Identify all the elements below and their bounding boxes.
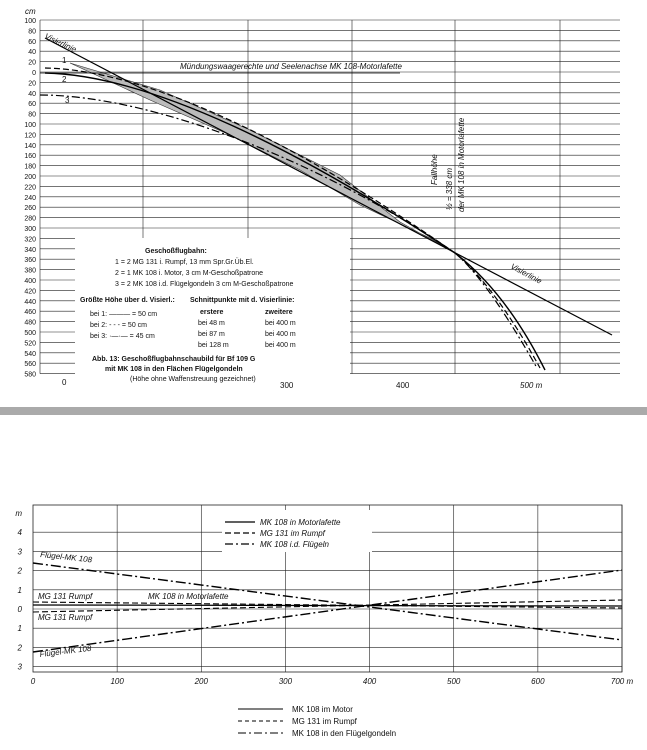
top-y-tick-label: 260	[24, 205, 36, 213]
top-chart	[24, 7, 620, 390]
top-y-tick-label: 520	[24, 340, 36, 348]
top-y-tick-label: 180	[24, 163, 36, 171]
top-x-tick-0: 0	[62, 378, 67, 387]
label-motor: MK 108 in Motorlafette	[148, 592, 229, 601]
top-y-tick-label: 100	[24, 122, 36, 129]
dispersion-band	[70, 63, 455, 253]
top-x-tick-400: 400	[396, 381, 410, 390]
inner-legend-2: MG 131 im Rumpf	[260, 529, 325, 538]
bottom-y-tick-label: 4	[17, 528, 22, 538]
label-mg-bottom: MG 131 Rumpf	[38, 613, 93, 622]
cut-title: Schnittpunkte mit d. Visierlinie:	[190, 297, 295, 304]
bottom-y-tick-label: 1	[17, 624, 22, 634]
cut-second-header: zweitere	[265, 309, 293, 316]
top-y-tick-label: 120	[24, 132, 36, 140]
fall-label-2: ½ = 338 cm	[445, 167, 454, 210]
separator-bar	[0, 407, 647, 415]
bottom-x-tick-label: 200	[194, 677, 208, 686]
cut-row-3-b: bei 400 m	[265, 342, 296, 349]
height-row-1: bei 1: ——— = 50 cm	[90, 311, 158, 318]
inner-legend-3: MK 108 i.d. Flügeln	[260, 540, 329, 549]
outer-legend-1: MK 108 im Motor	[292, 705, 353, 714]
cut-first-header: erstere	[200, 309, 224, 316]
top-y-tick-label: 360	[24, 257, 36, 265]
bottom-chart	[15, 505, 633, 738]
top-y-tick-label: 20	[28, 80, 36, 88]
outer-legend-2: MG 131 im Rumpf	[292, 717, 357, 726]
top-y-tick-label: 220	[24, 184, 36, 192]
wing-line-bottom	[33, 570, 622, 652]
caption-1: Abb. 13: Geschoßflugbahnschaubild für Bf 109 G	[92, 356, 256, 363]
label-wing-bottom: Flügel-MK 108	[39, 643, 92, 659]
motor-line	[33, 605, 622, 606]
top-chart-y-ticks	[24, 18, 36, 379]
fall-label-1: Fallhöhe	[430, 154, 439, 185]
bottom-y-tick-label: m	[15, 509, 22, 518]
top-y-tick-label: 0	[32, 70, 36, 77]
inner-legend-1: MK 108 in Motorlafette	[260, 518, 341, 527]
bottom-y-tick-label: 0	[17, 605, 22, 614]
caption-2: mit MK 108 in den Flächen Flügelgondeln	[105, 366, 243, 373]
top-x-tick-500: 500 m	[520, 381, 543, 390]
legend-line-2: 2 = 1 MK 108 i. Motor, 3 cm M-Geschoßpatrone	[115, 270, 264, 277]
cut-row-2-a: bei 87 m	[198, 331, 225, 338]
cut-row-3-a: bei 128 m	[198, 342, 229, 349]
top-y-tick-label: 100	[24, 18, 36, 25]
bottom-x-tick-label: 0	[30, 677, 36, 686]
sight-line-label-2: Visierlinie	[509, 261, 544, 286]
top-y-tick-label: 540	[24, 350, 36, 358]
cut-row-1-b: bei 400 m	[265, 320, 296, 327]
top-y-tick-label: 40	[28, 90, 36, 98]
curve-number-2: 2	[62, 75, 67, 84]
sight-line-label: Visierlinie	[43, 31, 78, 55]
top-y-tick-label: 60	[28, 101, 36, 109]
height-row-3: bei 3: ·—·— = 45 cm	[90, 333, 155, 340]
top-y-tick-label: 380	[24, 267, 36, 275]
bottom-x-tick-label: 300	[278, 677, 293, 686]
top-y-tick-label: 420	[24, 288, 36, 296]
bottom-x-tick-label: 100	[110, 677, 124, 686]
muzzle-label: Mündungswaagerechte und Seelenachse MK 108-Motorlafette	[180, 62, 402, 71]
bottom-y-tick-label: 1	[17, 585, 22, 595]
top-y-tick-label: 440	[24, 298, 36, 306]
top-y-tick-label: 320	[24, 236, 36, 244]
top-y-tick-label: 280	[24, 215, 36, 223]
legend-line-3: 3 = 2 MK 108 i.d. Flügelgondeln 3 cm M-Geschoßpatrone	[115, 281, 294, 288]
bottom-x-tick-label: 700 m	[610, 677, 634, 686]
bottom-y-tick-label: 3	[17, 547, 22, 557]
top-y-tick-label: 20	[28, 59, 36, 67]
top-y-tick-label: 340	[24, 246, 36, 254]
legend-line-1: 1 = 2 MG 131 i. Rumpf, 13 mm Spr.Gr.Üb.El.	[115, 259, 254, 266]
top-y-unit: cm	[25, 7, 36, 16]
label-mg-top: MG 131 Rumpf	[38, 592, 93, 601]
height-row-2: bei 2: - - - = 50 cm	[90, 322, 147, 329]
curve-number-3: 3	[65, 96, 70, 105]
bottom-y-tick-label: 3	[17, 662, 22, 672]
top-y-tick-label: 60	[28, 38, 36, 46]
fall-label-3: der MK 108 in Motorlafette	[457, 117, 466, 212]
cut-row-1-a: bei 48 m	[198, 320, 225, 327]
top-y-tick-label: 460	[24, 309, 36, 317]
height-title: Größte Höhe über d. Visierl.:	[80, 297, 175, 304]
curve-number-1: 1	[62, 56, 67, 65]
top-y-tick-label: 140	[24, 142, 36, 150]
top-y-tick-label: 40	[28, 49, 36, 57]
legend-title: Geschoßflugbahn:	[145, 248, 207, 255]
top-y-tick-label: 560	[24, 361, 36, 369]
top-y-tick-label: 240	[24, 194, 36, 202]
bottom-y-tick-label: 2	[17, 643, 22, 653]
top-y-tick-label: 80	[28, 28, 36, 36]
top-x-tick-300: 300	[280, 381, 294, 390]
top-y-tick-label: 200	[24, 174, 36, 181]
top-y-tick-label: 580	[24, 371, 36, 379]
caption-3: (Höhe ohne Waffenstreuung gezeichnet)	[130, 376, 256, 383]
outer-legend-3: MK 108 in den Flügelgondeln	[292, 729, 397, 738]
bottom-x-tick-label: 500	[447, 677, 461, 686]
top-y-tick-label: 480	[24, 319, 36, 327]
bottom-y-tick-label: 2	[17, 566, 22, 576]
cut-row-2-b: bei 400 m	[265, 331, 296, 338]
top-y-tick-label: 80	[28, 111, 36, 119]
top-y-tick-label: 300	[24, 226, 36, 233]
bottom-x-tick-label: 600	[531, 677, 545, 686]
label-wing-top: Flügel-MK 108	[39, 550, 93, 565]
top-y-tick-label: 400	[24, 278, 36, 285]
bottom-x-tick-label: 400	[362, 677, 377, 686]
top-y-tick-label: 500	[24, 330, 36, 337]
top-y-tick-label: 160	[24, 153, 36, 161]
